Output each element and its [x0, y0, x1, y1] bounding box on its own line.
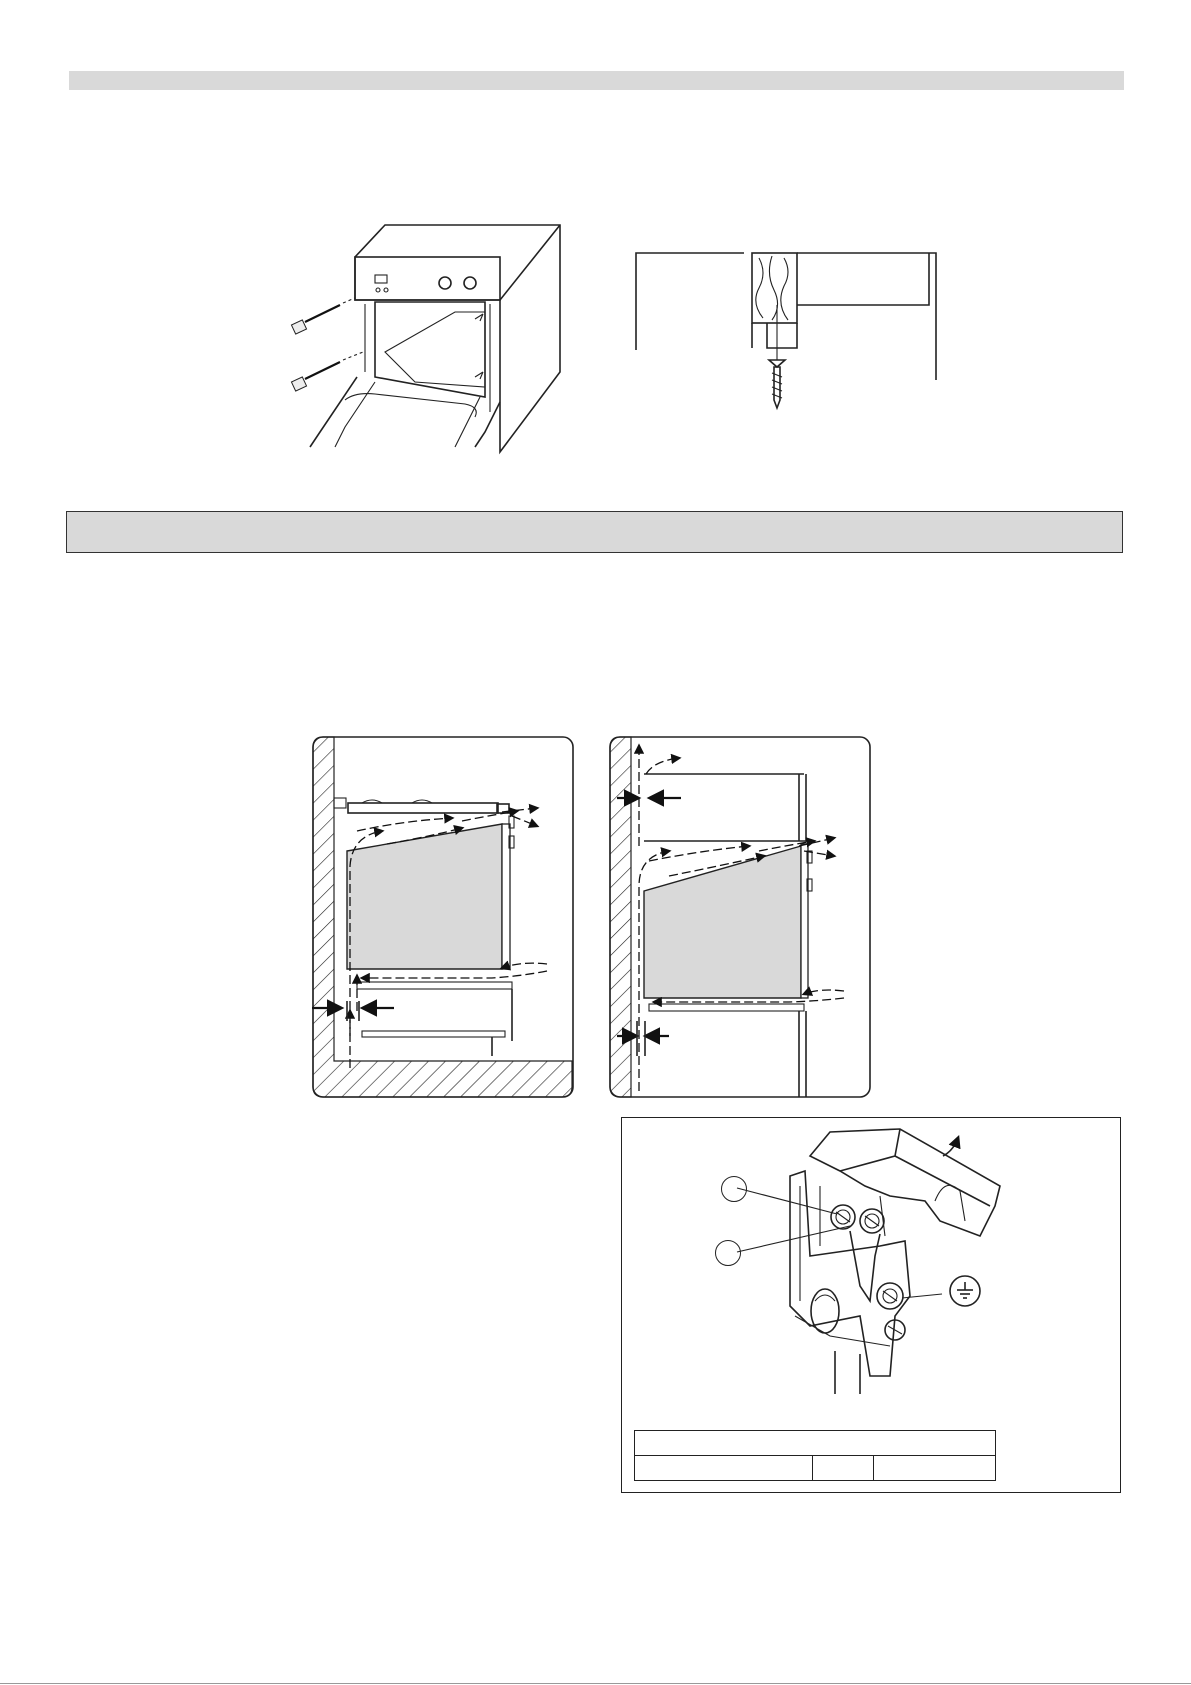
cable-table [634, 1430, 996, 1481]
cable-table-cell [813, 1456, 874, 1481]
callout-circle-2 [715, 1240, 741, 1266]
screw-icon-upper [291, 298, 355, 334]
earth-ground-icon [948, 1274, 982, 1308]
oven-fixing-illustration [285, 222, 545, 452]
cable-table-cell [635, 1456, 813, 1481]
terminal-screw-icon-2 [860, 1209, 884, 1233]
cable-table-cell [874, 1456, 996, 1481]
terminal-block-illustration [710, 1126, 1020, 1406]
terminal-screw-icon-1 [831, 1205, 855, 1229]
header-bar [69, 71, 1124, 90]
terminal-screw-icon-earth [877, 1283, 903, 1309]
cabinet-fixing-illustration [634, 250, 944, 420]
section-bar [66, 511, 1123, 553]
ventilation-diagram-left [312, 736, 574, 1098]
footer-rule [0, 1683, 1191, 1684]
cable-table-header [635, 1431, 996, 1456]
wood-screw-icon [769, 305, 785, 408]
ventilation-diagram-right [609, 736, 871, 1098]
callout-circle-1 [721, 1176, 747, 1202]
